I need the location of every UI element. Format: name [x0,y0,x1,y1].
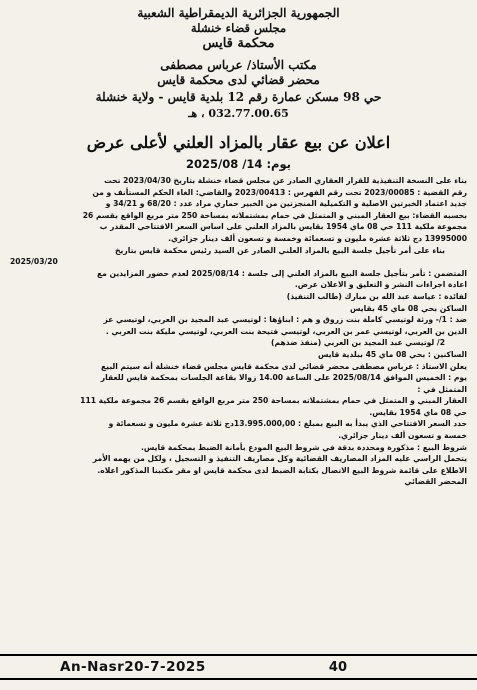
body-line: يوم : الخميس الموافق 2025/08/14 على الساعة 14.00 زوالا بقاعة الجلسات بمحكمة قايس للعقار [100,373,467,383]
publication-label: An-Nasr20-7-2025 [60,659,206,675]
body-line: الدين بن العربي، لوتيسي عمر بن العربي، لوتيسي فتيحة بنت العربي، لوتيسي مليكة بنت العربي . [105,326,467,336]
body-line: المتضمن : تأمر بتأجيل جلسة البيع بالمزاد العلني إلى جلسة : 2025/08/14 لعدم حضور المزايدين مع [96,268,467,278]
body-line: الاطلاع على قائمة شروط البيع الاتصال بكتابة الضبط لدى محكمة قايس او مقر مكتبنا المذكور اعلاه. [97,465,467,475]
body-line: خمسة و تسعون ألف دينار جزائري. [338,431,467,441]
notice-body [0,175,477,488]
header-office-name: مكتب الأستاذ/ عرباس مصطفى [160,58,317,72]
page-footer [0,654,477,680]
body-line: 13995000 دج ثلاثة عشرة مليون و تسعمائة وخمسة و تسعون ألف دينار جزائري. [168,233,467,243]
header-court-name: محكمة قايس [202,36,275,51]
body-line: بناء على النسخة التنفيذية للقرار العقاري الصادر عن مجلس قضاء خنشلة بتاريخ 2023/04/30 تحت [104,176,467,185]
body-line: حدد السعر الافتتاحي الذي يبدأ به البيع بمبلغ : 13.995.000,00دج ثلاثة عشرة مليون و تسعمائة و [108,419,467,429]
page-number: 40 [328,659,347,675]
body-line: جديد اعتماد الخبرتين الاصلية و التكميلية المنجزتين من الخبير حماري مراد عدد : 68/20 و 34/21 و [105,199,467,209]
body-line: شروط البيع : مذكورة ومحددة بدقة في شروط البيع المودع بأمانة الضبط بمحكمة قايس. [140,442,467,452]
body-line: الساكن بحي 08 ماي 45 بقايس [350,303,467,313]
signature-line: المحضر القضائي [404,477,467,487]
body-line: اعادة اجراءات النشر و التعليق و الاعلان عرض. [294,280,467,290]
header-phone: 032.77.00.65 ، هـ [188,107,289,120]
body-line: 2025/03/20 [10,257,58,267]
body-line: لفائدة : عياسة عبد الله بن مبارك (طالب التنفيذ) [286,291,467,301]
body-line: الساكنين : بحي 08 ماي 45 ببلدية قايس [317,349,467,359]
header-bailiff-title: محضر قضائي لدى محكمة قايس [157,73,320,87]
body-line: بحسبه القضاء: بيع العقار المبني و المتمثل في حمام بمشتملاته بمساحة 250 متر مربع الواقع بقسم 26 [82,210,467,220]
body-line: ضد : 1/- ورثة لوتيسي كاملة بنت زروق و هم : ابناؤها : لوتيسي عبد المجيد بن العربي، لوتيسي عز [103,315,467,325]
body-line: العقار المبني و المتمثل في حمام بمشتملاته بمساحة 250 متر مربع الواقع بقسم 26 مجموعة ملكية 111 [80,396,467,406]
body-line: يعلن الاستاذ : عرباس مصطفى محضر قضائي لدى محكمة قايس مجلس قضاء خنشلة أنه سيتم البيع [101,361,467,371]
notice-date: يوم: 14/ 2025/08 [185,157,291,171]
body-line: بناء على أمر تأجيل جلسة البيع بالمزاد العلني الصادر عن السيد رئيس محكمة قايس بتاريخ [115,245,445,255]
body-line: 2/ لوتيسي عبد المجيد بن العربي (منفذ ضدهم) [271,338,445,348]
header-address: حي 98 مسكن عمارة رقم 12 بلدية قايس - ولاية خنشلة [95,90,382,104]
header-court-council: مجلس قضاء خنشلة [190,21,287,35]
header-republic-name: الجمهورية الجزائرية الديمقراطية الشعبية [137,6,340,20]
document-header [0,0,477,121]
body-line: حي 08 ماي 1954 بقايس. [369,407,467,417]
notice-title: اعلان عن بيع عقار بالمزاد العلني لأعلى عرض [86,133,391,152]
body-line: مجموعة ملكية 111 حي 08 ماي 1954 بقايس بالمزاد العلني على اساس السعر الافتتاحي المقدر ب [99,222,467,232]
body-line: المتمثل في : [417,384,467,394]
body-line: يتحمل الراسي عليه المزاد المصاريف القضائية وكل مصاريف التنفيذ و التسجيل ، ولكل من يهمه الأمر [92,454,467,464]
body-line: رقم القضية : 2023/00085 تحت رقم الفهرس : 2023/00413 والقاضي: الغاء الحكم المستأنف و من [92,187,467,197]
